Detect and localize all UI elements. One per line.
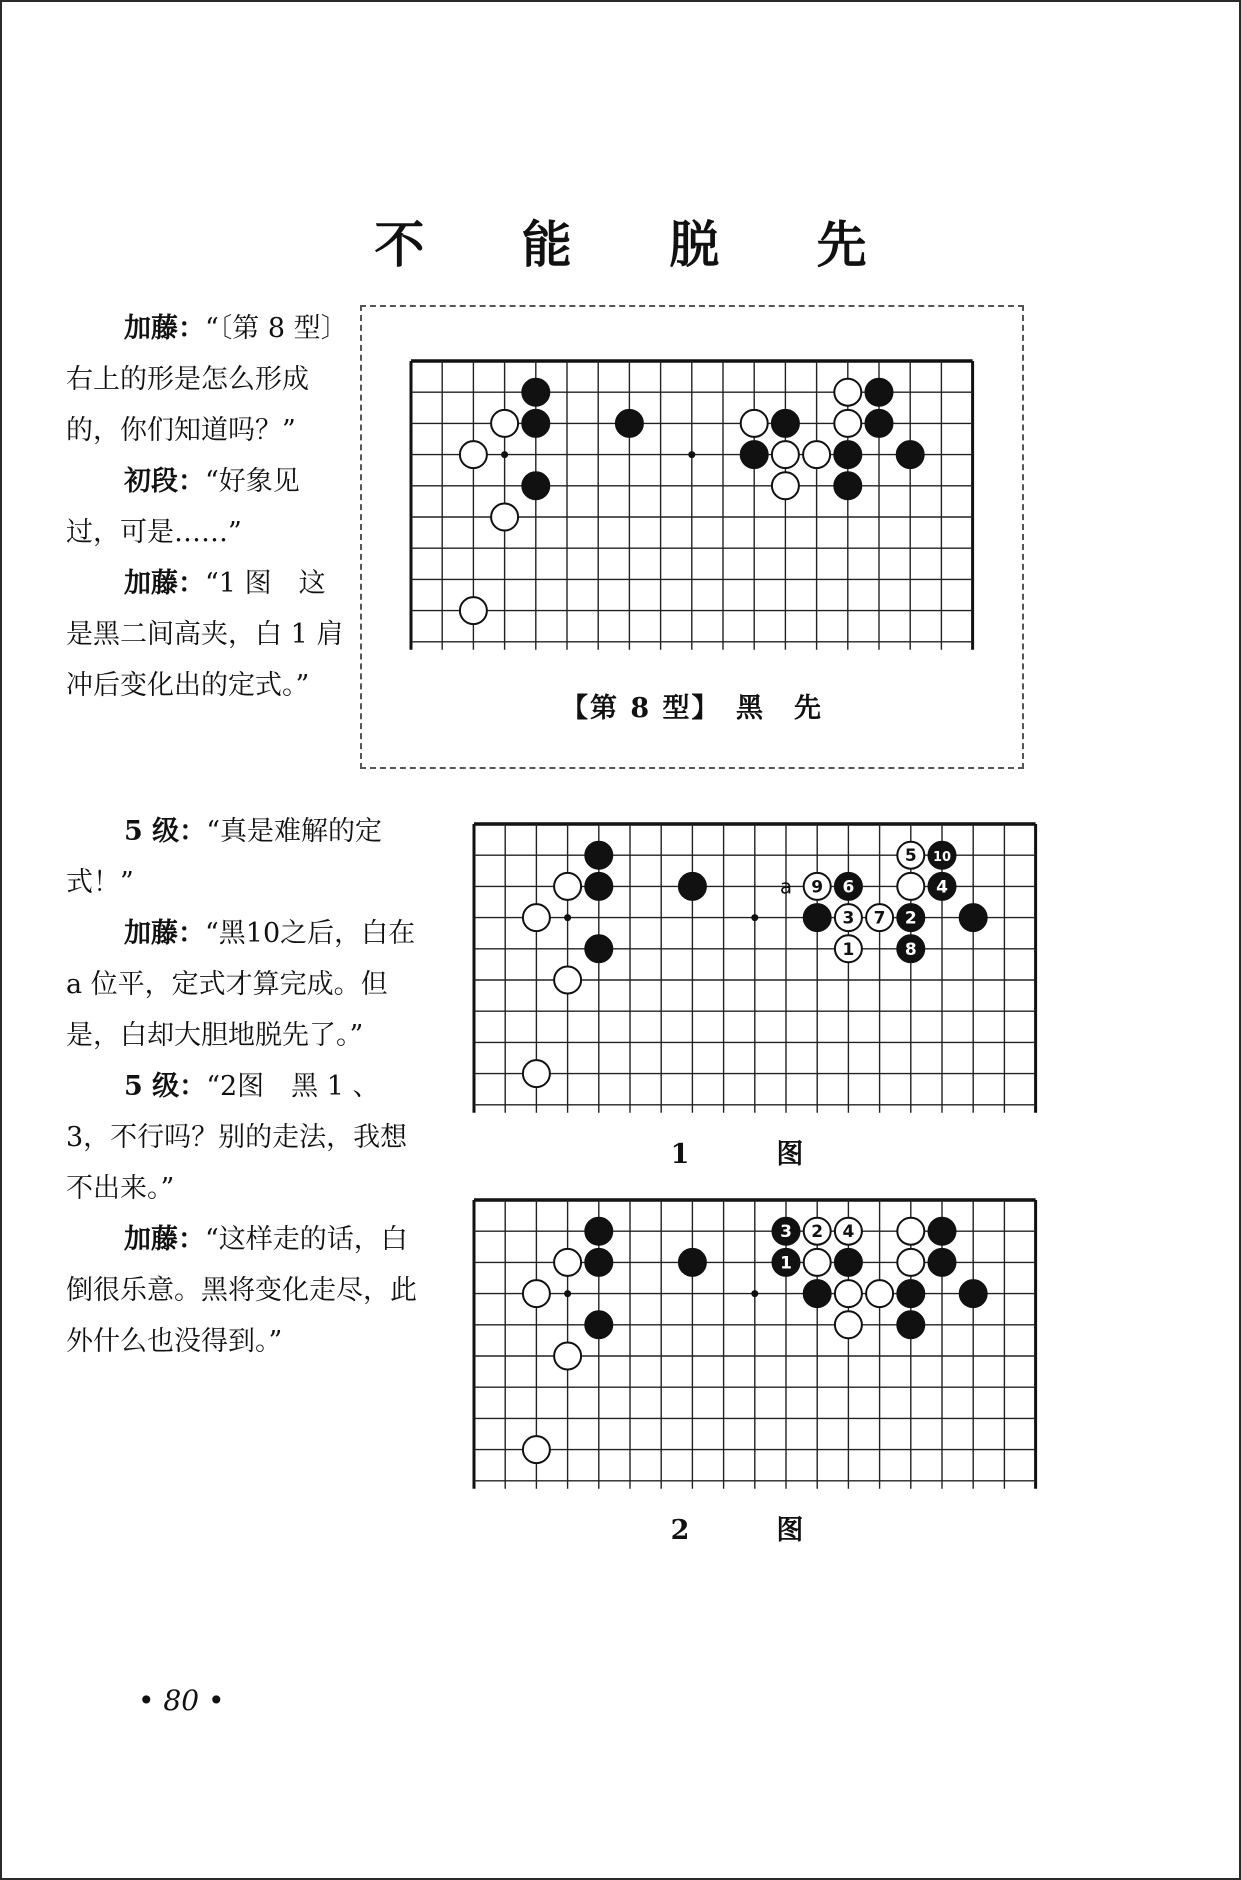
black-stone xyxy=(585,1311,612,1338)
speaker: 5 级： xyxy=(124,1071,207,1102)
speaker: 加藤： xyxy=(124,568,205,599)
dialogue-line: “这样走的话，白倒很乐意。黑将变化走尽，此外什么也没得到。” xyxy=(66,1224,417,1357)
dialogue-line: “1 图 这是黑二间高夹，白 1 肩冲后变化出的定式。” xyxy=(66,568,344,701)
black-stone xyxy=(960,904,987,931)
black-stone xyxy=(585,935,612,962)
go-board-problem-8 xyxy=(405,355,985,675)
black-stone xyxy=(929,1249,956,1276)
black-stone xyxy=(522,379,549,406)
diagram-2-caption: 2 图 xyxy=(670,1515,834,1546)
white-stone xyxy=(772,441,799,468)
black-stone xyxy=(585,1249,612,1276)
move-number: 10 xyxy=(932,850,952,866)
white-stone xyxy=(523,904,550,931)
move-number: 1 xyxy=(780,1253,792,1274)
white-stone xyxy=(741,410,768,437)
black-stone xyxy=(804,904,831,931)
move-number: 3 xyxy=(842,908,855,929)
white-stone xyxy=(491,410,518,437)
black-stone xyxy=(835,1249,862,1276)
star-point xyxy=(751,914,758,921)
black-stone xyxy=(585,873,612,900)
point-marker: a xyxy=(779,874,793,899)
black-stone xyxy=(585,1218,612,1245)
white-stone xyxy=(523,1280,550,1307)
dialogue-line: “〔第 8 型〕 右上的形是怎么形成的，你们知道吗？” xyxy=(66,313,362,446)
white-stone xyxy=(834,410,861,437)
white-stone xyxy=(897,1218,924,1245)
white-stone xyxy=(835,1280,862,1307)
white-stone xyxy=(460,597,487,624)
move-number: 7 xyxy=(873,908,886,929)
black-stone xyxy=(585,842,612,869)
black-stone xyxy=(772,410,799,437)
go-board-diagram-2 xyxy=(468,1194,1048,1514)
dialogue-line: “黑10之后，白在 a 位平，定式才算完成。但是，白却大胆地脱先了。” xyxy=(66,918,416,1051)
dialogue-continued-column xyxy=(66,806,418,1367)
star-point xyxy=(501,451,508,458)
move-number: 2 xyxy=(811,1222,824,1243)
move-number: 4 xyxy=(936,877,948,898)
star-point xyxy=(751,1290,758,1297)
star-point xyxy=(564,914,571,921)
white-stone xyxy=(460,441,487,468)
white-stone xyxy=(834,379,861,406)
white-stone xyxy=(835,1311,862,1338)
white-stone xyxy=(554,1343,581,1370)
white-stone xyxy=(491,504,518,531)
dialogue-line: “2图 黑 1 、3，不行吗？别的走法，我想不出来。” xyxy=(66,1071,408,1204)
go-board-diagram-1 xyxy=(468,818,1048,1138)
star-point xyxy=(564,1290,571,1297)
black-stone xyxy=(960,1280,987,1307)
dialogue-line: “好象见过，可是……” xyxy=(66,466,300,548)
move-number: 1 xyxy=(842,939,855,960)
white-stone xyxy=(803,441,830,468)
white-stone xyxy=(897,1249,924,1276)
white-stone xyxy=(554,1249,581,1276)
white-stone xyxy=(523,1060,550,1087)
diagram-1-caption: 1 图 xyxy=(670,1139,834,1170)
move-number: 4 xyxy=(842,1222,855,1243)
dialogue-line: “真是难解的定式！” xyxy=(66,816,382,898)
black-stone xyxy=(522,472,549,499)
black-stone xyxy=(897,1311,924,1338)
move-number: 9 xyxy=(811,877,824,898)
move-number: 6 xyxy=(842,877,855,898)
move-number: 3 xyxy=(780,1222,792,1243)
move-number: 5 xyxy=(904,846,917,867)
white-stone xyxy=(866,1280,893,1307)
star-point xyxy=(688,451,695,458)
black-stone xyxy=(866,410,893,437)
move-number: 8 xyxy=(904,939,917,960)
black-stone xyxy=(741,441,768,468)
move-number: 2 xyxy=(904,908,917,929)
white-stone xyxy=(554,873,581,900)
speaker: 5 级： xyxy=(124,816,207,847)
speaker: 加藤： xyxy=(124,1224,205,1255)
black-stone xyxy=(866,379,893,406)
black-stone xyxy=(897,1280,924,1307)
black-stone xyxy=(616,410,643,437)
white-stone xyxy=(897,873,924,900)
speaker: 加藤： xyxy=(124,313,205,344)
black-stone xyxy=(897,441,924,468)
white-stone xyxy=(772,472,799,499)
black-stone xyxy=(522,410,549,437)
black-stone xyxy=(804,1280,831,1307)
speaker: 加藤： xyxy=(124,918,205,949)
problem-caption: 【第 8 型】 黑 先 xyxy=(560,693,824,724)
page-title: 不 能 脱 先 xyxy=(374,215,907,274)
black-stone xyxy=(929,1218,956,1245)
dialogue-left-column xyxy=(66,303,362,711)
black-stone xyxy=(679,873,706,900)
white-stone xyxy=(804,1249,831,1276)
black-stone xyxy=(679,1249,706,1276)
speaker: 初段： xyxy=(124,466,205,497)
white-stone xyxy=(554,967,581,994)
black-stone xyxy=(834,441,861,468)
page-number: • 80 • xyxy=(138,1684,225,1717)
black-stone xyxy=(834,472,861,499)
white-stone xyxy=(523,1436,550,1463)
